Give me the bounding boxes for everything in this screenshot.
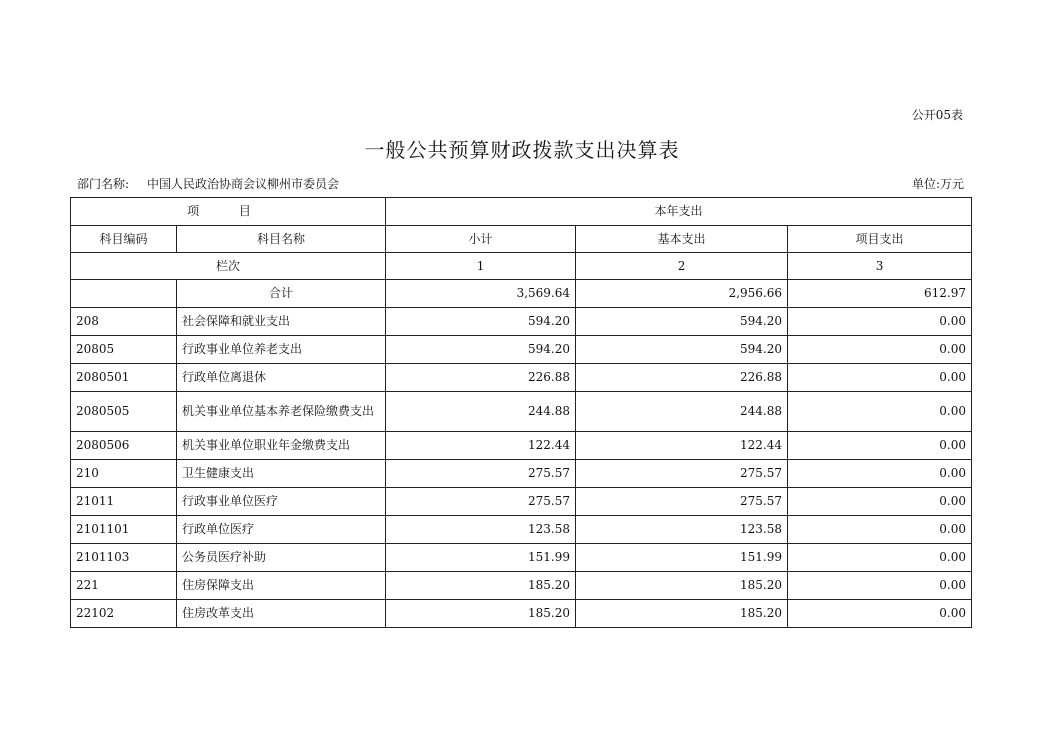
row-name: 机关事业单位职业年金缴费支出 bbox=[177, 432, 386, 460]
row-name: 机关事业单位基本养老保险缴费支出 bbox=[177, 392, 386, 432]
row-subtotal: 594.20 bbox=[386, 308, 576, 336]
row-subtotal: 275.57 bbox=[386, 488, 576, 516]
budget-table bbox=[70, 197, 972, 628]
page-title: 一般公共预算财政拨款支出决算表 bbox=[364, 138, 680, 162]
row-basic: 275.57 bbox=[576, 488, 788, 516]
row-code: 2101101 bbox=[71, 516, 177, 544]
row-project: 0.00 bbox=[788, 516, 972, 544]
row-basic: 185.20 bbox=[576, 572, 788, 600]
row-subtotal: 244.88 bbox=[386, 392, 576, 432]
row-code: 2080501 bbox=[71, 364, 177, 392]
col-index-1: 1 bbox=[386, 253, 576, 280]
table-row bbox=[71, 432, 972, 460]
row-subtotal: 185.20 bbox=[386, 572, 576, 600]
row-basic: 244.88 bbox=[576, 392, 788, 432]
total-basic: 2,956.66 bbox=[576, 280, 788, 308]
unit-label: 单位:万元 bbox=[911, 177, 964, 191]
row-subtotal: 226.88 bbox=[386, 364, 576, 392]
row-name: 住房改革支出 bbox=[177, 600, 386, 628]
row-basic: 185.20 bbox=[576, 600, 788, 628]
row-code: 20805 bbox=[71, 336, 177, 364]
row-name: 住房保障支出 bbox=[177, 572, 386, 600]
row-code: 2101103 bbox=[71, 544, 177, 572]
form-number: 公开05表 bbox=[911, 108, 963, 122]
row-project: 0.00 bbox=[788, 572, 972, 600]
row-code: 2080505 bbox=[71, 392, 177, 432]
row-project: 0.00 bbox=[788, 392, 972, 432]
row-subtotal: 275.57 bbox=[386, 460, 576, 488]
row-name: 卫生健康支出 bbox=[177, 460, 386, 488]
row-project: 0.00 bbox=[788, 460, 972, 488]
row-name: 公务员医疗补助 bbox=[177, 544, 386, 572]
col-index-3: 3 bbox=[788, 253, 972, 280]
total-label: 合计 bbox=[177, 280, 386, 308]
header-group-row bbox=[71, 198, 972, 226]
row-basic: 275.57 bbox=[576, 460, 788, 488]
col-code-header: 科目编码 bbox=[71, 226, 177, 253]
row-project: 0.00 bbox=[788, 336, 972, 364]
row-basic: 226.88 bbox=[576, 364, 788, 392]
total-code-cell bbox=[71, 280, 177, 308]
col-index-2: 2 bbox=[576, 253, 788, 280]
department-line bbox=[77, 175, 339, 192]
table-row bbox=[71, 364, 972, 392]
row-code: 2080506 bbox=[71, 432, 177, 460]
row-project: 0.00 bbox=[788, 432, 972, 460]
table-row bbox=[71, 544, 972, 572]
column-header-row bbox=[71, 226, 972, 253]
row-name: 社会保障和就业支出 bbox=[177, 308, 386, 336]
table-row bbox=[71, 308, 972, 336]
row-subtotal: 185.20 bbox=[386, 600, 576, 628]
total-subtotal: 3,569.64 bbox=[386, 280, 576, 308]
row-code: 208 bbox=[71, 308, 177, 336]
row-basic: 594.20 bbox=[576, 308, 788, 336]
row-subtotal: 151.99 bbox=[386, 544, 576, 572]
department-label: 部门名称: bbox=[77, 177, 130, 191]
row-code: 210 bbox=[71, 460, 177, 488]
col-subtotal-header: 小计 bbox=[386, 226, 576, 253]
row-name: 行政单位离退休 bbox=[177, 364, 386, 392]
table-row bbox=[71, 460, 972, 488]
row-subtotal: 122.44 bbox=[386, 432, 576, 460]
table-row bbox=[71, 336, 972, 364]
column-index-row bbox=[71, 253, 972, 280]
table-row bbox=[71, 516, 972, 544]
row-name: 行政事业单位养老支出 bbox=[177, 336, 386, 364]
col-name-header: 科目名称 bbox=[177, 226, 386, 253]
row-project: 0.00 bbox=[788, 364, 972, 392]
row-project: 0.00 bbox=[788, 544, 972, 572]
row-code: 22102 bbox=[71, 600, 177, 628]
row-project: 0.00 bbox=[788, 488, 972, 516]
row-basic: 123.58 bbox=[576, 516, 788, 544]
group-expense-header: 本年支出 bbox=[386, 198, 972, 226]
department-name: 中国人民政治协商会议柳州市委员会 bbox=[147, 177, 340, 191]
table-row bbox=[71, 488, 972, 516]
row-subtotal: 594.20 bbox=[386, 336, 576, 364]
row-project: 0.00 bbox=[788, 600, 972, 628]
total-row bbox=[71, 280, 972, 308]
total-project: 612.97 bbox=[788, 280, 972, 308]
col-project-header: 项目支出 bbox=[788, 226, 972, 253]
row-code: 21011 bbox=[71, 488, 177, 516]
row-index-label: 栏次 bbox=[71, 253, 386, 280]
row-project: 0.00 bbox=[788, 308, 972, 336]
row-name: 行政单位医疗 bbox=[177, 516, 386, 544]
col-basic-header: 基本支出 bbox=[576, 226, 788, 253]
table-row bbox=[71, 392, 972, 432]
table-row bbox=[71, 600, 972, 628]
group-item-header: 项 目 bbox=[71, 198, 386, 226]
row-name: 行政事业单位医疗 bbox=[177, 488, 386, 516]
row-basic: 151.99 bbox=[576, 544, 788, 572]
row-basic: 594.20 bbox=[576, 336, 788, 364]
row-code: 221 bbox=[71, 572, 177, 600]
row-subtotal: 123.58 bbox=[386, 516, 576, 544]
table-row bbox=[71, 572, 972, 600]
row-basic: 122.44 bbox=[576, 432, 788, 460]
